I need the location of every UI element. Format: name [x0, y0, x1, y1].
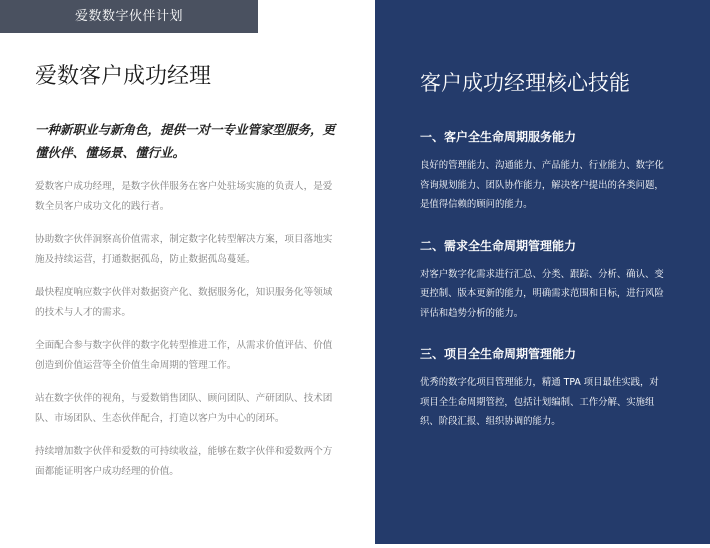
paragraph: 站在数字伙伴的视角，与爱数销售团队、顾问团队、产研团队、技术团队、市场团队、生态伙伴配合，打造以客户为中心的闭环。: [35, 393, 333, 424]
tagline: 一种新职业与新角色，提供一对一专业管家型服务，更懂伙伴、懂场景、懂行业。: [35, 122, 336, 160]
section-heading: 一、客户全生命周期服务能力: [420, 130, 577, 144]
skills-title: 客户成功经理核心技能: [420, 71, 630, 95]
section-heading: 二、需求全生命周期管理能力: [420, 238, 577, 253]
skills-content: [420, 66, 665, 454]
paragraph: 持续增加数字伙伴和爱数的可持续收益，能够在数字伙伴和爱数两个方面都能证明客户成功经理的价值。: [35, 446, 333, 477]
paragraph: 爱数客户成功经理，是数字伙伴服务在客户处驻场实施的负责人，是爱数全员客户成功文化的践行者。: [35, 181, 333, 212]
paragraph: 协助数字伙伴洞察高价值需求，制定数字化转型解决方案，项目落地实施及持续运营，打通数据孤岛，防止数据孤岛蔓延。: [35, 234, 333, 265]
program-banner: 爱数数字伙伴计划: [0, 0, 258, 33]
section-heading: 三、项目全生命周期管理能力: [420, 347, 577, 361]
page-title: 爱数客户成功经理: [35, 64, 212, 89]
left-column: [35, 60, 335, 495]
skills-panel: [375, 0, 710, 544]
section-body: 对客户数字化需求进行汇总、分类、跟踪、分析、确认、变更控制、版本更新的能力，明确需求范围和目标，进行风险评估和趋势分析的能力。: [420, 268, 664, 319]
paragraph: 最快程度响应数字伙伴对数据资产化、数据服务化，知识服务化等领域的技术与人才的需求。: [35, 287, 333, 318]
section-body: 优秀的数字化项目管理能力，精通 TPA 项目最佳实践，对项目全生命周期管控，包括计划编制、工作分解、实施组织、阶段汇报、组织协调的能力。: [420, 377, 659, 427]
section-body: 良好的管理能力、沟通能力、产品能力、行业能力、数字化咨询规划能力、团队协作能力，解决客户提出的各类问题，是值得信赖的顾问的能力。: [420, 160, 664, 210]
paragraph: 全面配合参与数字伙伴的数字化转型推进工作，从需求价值评估、价值创造到价值运营等全价值生命周期的管理工作。: [35, 340, 333, 371]
